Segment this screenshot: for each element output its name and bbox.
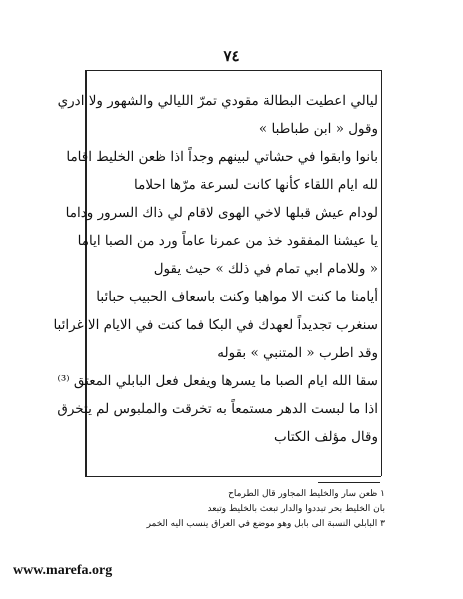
text-line-7: « وللامام ابي تمام في ذلك » حيث يقول — [153, 261, 378, 277]
footnote-1: ١ ظعن سار والخليط المجاور قال الطرماح — [228, 489, 385, 499]
text-line-2: وقول « ابن طباطبا » — [258, 121, 378, 137]
footnote-separator — [318, 482, 380, 483]
text-line-1: ليالي اعطيت البطالة مقودي تمرّ الليالي والشهور ولا ادري — [57, 93, 378, 109]
text-line-4: لله ايام اللقاء كأنها كانت لسرعة مرّها احلاما — [134, 177, 378, 193]
text-line-13: وقال مؤلف الكتاب — [274, 429, 378, 445]
text-line-6: يا عيشنا المفقود خذ من عمرنا عاماً ورد من الصبا اياما — [77, 233, 378, 249]
website-watermark: www.marefa.org — [13, 563, 113, 578]
page-number: ٧٤ — [223, 47, 240, 65]
text-line-10: وقد اطرب « المتنبي » بقوله — [217, 345, 378, 361]
footnote-3: ٣ البابلي النسبة الى بابل وهو موضع في العراق ينسب اليه الخمر — [146, 519, 385, 529]
text-line-5: لودام عيش قبلها لاخي الهوى لاقام لي ذاك السرور وداما — [65, 205, 378, 221]
text-line-11: سقا الله ايام الصبا ما يسرها ويفعل فعل البابلي المعتق ⁽³⁾ — [57, 373, 378, 389]
frame-top-rule — [85, 70, 381, 71]
text-line-3: بانوا وابقوا في حشاتي لبينهم وجداً اذا ظعن الخليط اقاما — [66, 149, 378, 165]
footnote-2: بان الخليط بحر تبددوا والدار تبعث بالخليط وتبعد — [207, 504, 385, 514]
text-line-12: اذا ما لبست الدهر مستمعاً به تخرقت والملبوس لم يتخرق — [57, 401, 378, 417]
text-line-9: سنغرب تجديداً لعهدك في البكا فما كنت في الايام الا غرائبا — [53, 317, 378, 333]
frame-bottom-rule — [85, 476, 381, 477]
text-line-8: أيامنا ما كنت الا مواهبا وكنت باسعاف الحبيب حبائبا — [96, 289, 378, 305]
